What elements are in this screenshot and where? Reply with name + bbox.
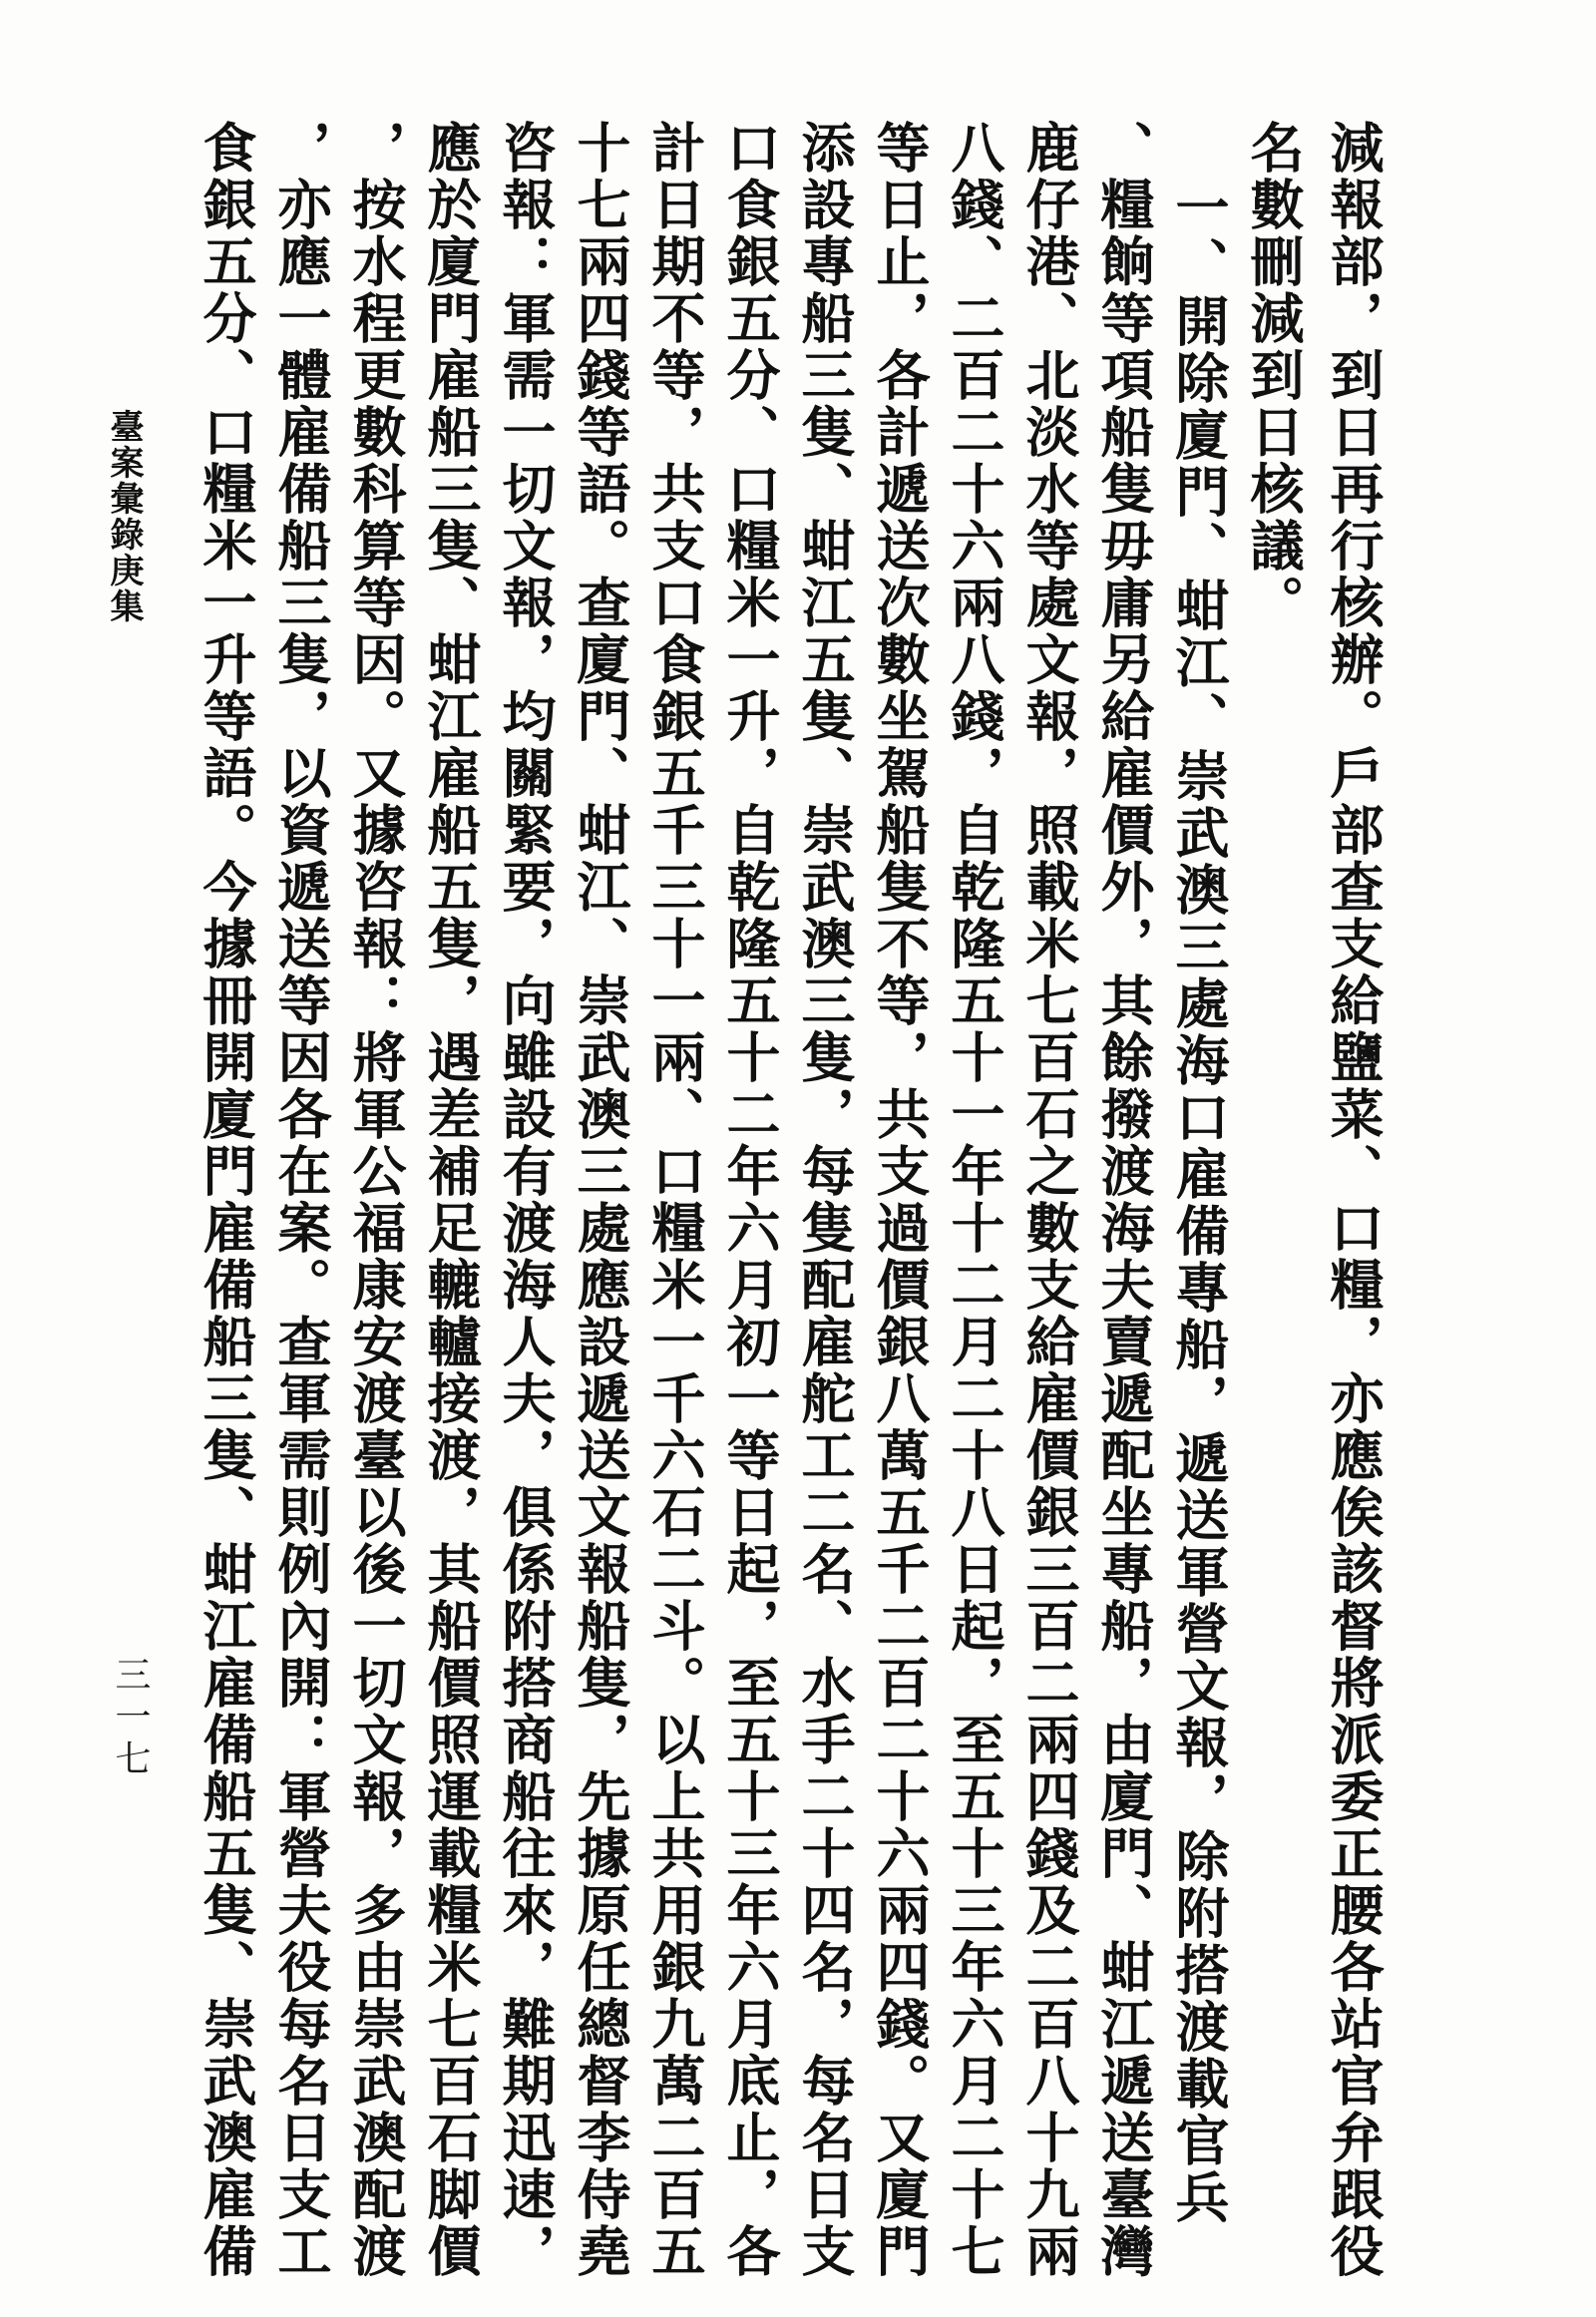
text-column-11: 十七兩四錢等語。查廈門、蚶江、崇武澳三處應設遞送文報船隻，先據原任總督李侍堯 bbox=[569, 120, 632, 2280]
text-column-5: 鹿仔港、北淡水等處文報，照載米七百石之數支給雇價銀三百二兩四錢及二百八十九兩 bbox=[1017, 120, 1081, 2280]
text-column-13: 應於廈門雇船三隻、蚶江雇船五隻，遇差補足轆轤接渡，其船價照運載糧米七百石脚價 bbox=[419, 120, 483, 2280]
text-column-10: 計日期不等，共支口食銀五千三十一兩、口糧米一千六石二斗。以上共用銀九萬二百五 bbox=[643, 120, 707, 2280]
text-column-6: 八錢、二百二十六兩八錢，自乾隆五十一年十二月二十八日起，至五十三年六月二十七 bbox=[943, 120, 1006, 2280]
text-column-16: 食銀五分、口糧米一升等語。今據冊開廈門雇備船三隻、蚶江雇備船五隻、崇武澳雇備 bbox=[195, 120, 258, 2280]
text-column-3: 一、開除廈門、蚶江、崇武澳三處海口雇備專船，遞送軍營文報，除附搭渡載官兵 bbox=[1167, 180, 1231, 2226]
text-column-7: 等日止，各計遞送次數坐駕船隻不等，共支過價銀八萬五千二百二十六兩四錢。又廈門 bbox=[868, 120, 932, 2280]
text-column-2: 名數刪減到日核議。 bbox=[1242, 120, 1306, 631]
text-column-9: 口食銀五分、口糧米一升，自乾隆五十二年六月初一等日起，至五十三年六月底止，各 bbox=[718, 120, 782, 2280]
text-column-15: ，亦應一體雇備船三隻，以資遞送等因各在案。查軍需則例內開：軍營夫役每名日支工 bbox=[269, 120, 333, 2280]
text-column-4: 、糧餉等項船隻毋庸另給雇價外，其餘撥渡海夫賣遞配坐專船，由廈門、蚶江遞送臺灣 bbox=[1092, 120, 1156, 2280]
running-header: 臺案彙錄庚集 bbox=[104, 409, 144, 624]
text-column-14: ，按水程更數科算等因。又據咨報：將軍公福康安渡臺以後一切文報，多由崇武澳配渡 bbox=[344, 120, 408, 2280]
text-column-8: 添設專船三隻、蚶江五隻、崇武澳三隻，每隻配雇舵工二名、水手二十四名，每名日支 bbox=[793, 120, 857, 2280]
text-column-12: 咨報：軍需一切文報，均關緊要，向雖設有渡海人夫，俱係附搭商船往來，難期迅速， bbox=[494, 120, 558, 2280]
page-number: 三一七 bbox=[110, 1656, 151, 1781]
text-column-1: 減報部，到日再行核辦。戶部查支給鹽菜、口糧，亦應俟該督將派委正腰各站官弁跟役 bbox=[1322, 120, 1386, 2280]
